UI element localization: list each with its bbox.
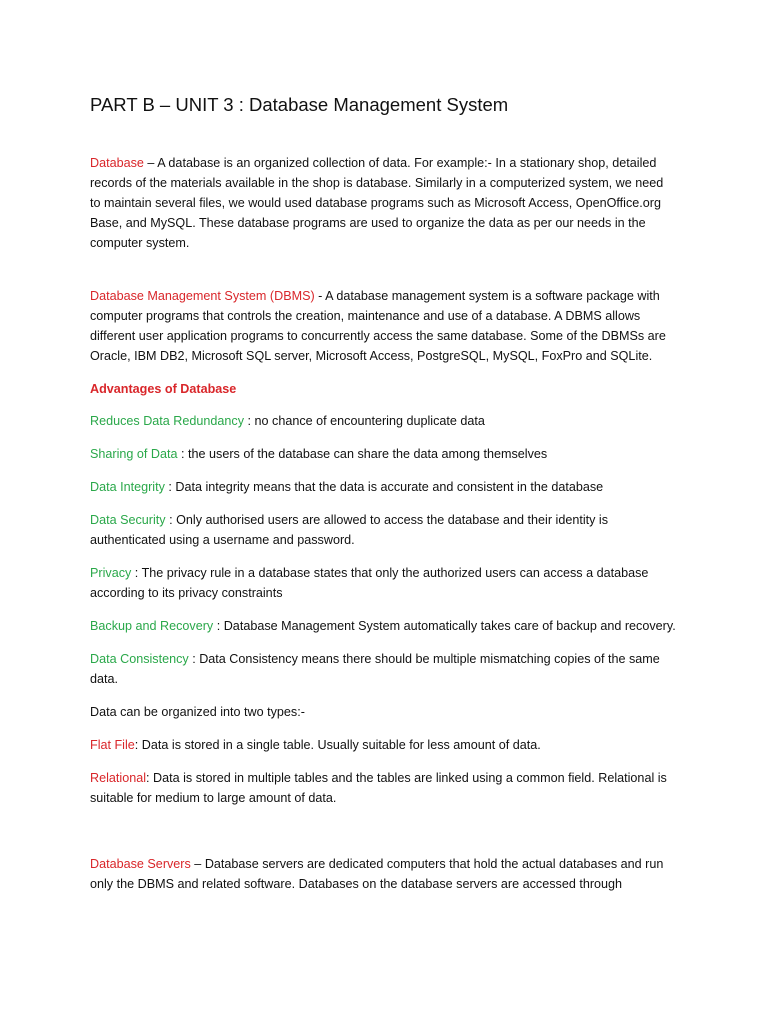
relational-paragraph — [90, 768, 690, 808]
servers-term: Database Servers — [90, 857, 191, 871]
advantage-text: : Data integrity means that the data is accurate and consistent in the database — [164, 480, 604, 494]
dbms-line: - A database management system is a software package with — [314, 289, 660, 303]
database-paragraph — [90, 153, 690, 253]
dbms-line: computer programs that controls the creation, maintenance and use of a database. A DBMS allows — [90, 309, 641, 323]
dbms-term: Database Management System (DBMS) — [90, 289, 315, 303]
advantage-text: : Database Management System automatically takes care of backup and recovery. — [213, 619, 676, 633]
servers-paragraph — [90, 854, 690, 894]
advantage-term: Data Security — [90, 513, 166, 527]
advantage-text: : the users of the database can share the data among themselves — [177, 447, 548, 461]
database-line: Base, and MySQL. These database programs are used to organize the data as per our needs in the — [90, 216, 646, 230]
database-line: to maintain several files, we would used database programs such as Microsoft Access, OpenOffice.org — [90, 196, 661, 210]
database-line: – A database is an organized collection of data. For example:- In a stationary shop, detailed — [143, 156, 657, 170]
advantage-text: according to its privacy constraints — [90, 586, 283, 600]
advantage-item — [90, 563, 690, 603]
advantage-text: : Only authorised users are allowed to access the database and their identity is — [165, 513, 609, 527]
advantage-term: Data Consistency — [90, 652, 189, 666]
advantage-term: Privacy — [90, 566, 132, 580]
relational-text: : Data is stored in multiple tables and the tables are linked using a common field. Relational is — [146, 771, 667, 785]
advantage-item — [90, 444, 690, 464]
servers-text: only the DBMS and related software. Databases on the database servers are accessed through — [90, 877, 623, 891]
relational-term: Relational — [90, 771, 147, 785]
advantage-item — [90, 510, 690, 550]
advantage-term: Backup and Recovery — [90, 619, 214, 633]
advantage-item — [90, 649, 690, 689]
database-line: records of the materials available in the shop is database. Similarly in a computerized system, we need — [90, 176, 664, 190]
flat-file-term: Flat File — [90, 738, 135, 752]
advantage-text: : The privacy rule in a database states that only the authorized users can access a database — [131, 566, 649, 580]
flat-file-paragraph — [90, 735, 690, 755]
servers-text: – Database servers are dedicated computers that hold the actual databases and run — [190, 857, 664, 871]
advantages-heading: Advantages of Database — [90, 382, 237, 396]
advantage-term: Data Integrity — [90, 480, 165, 494]
database-term: Database — [90, 156, 144, 170]
advantage-text: : Data Consistency means there should be multiple mismatching copies of the same — [188, 652, 660, 666]
types-intro: Data can be organized into two types:- — [90, 705, 305, 719]
dbms-line: different user application programs to concurrently access the same database. Some of the DBMSs are — [90, 329, 666, 343]
database-line: computer system. — [90, 236, 190, 250]
dbms-paragraph — [90, 286, 690, 366]
advantage-item — [90, 616, 690, 636]
dbms-line: Oracle, IBM DB2, Microsoft SQL server, Microsoft Access, PostgreSQL, MySQL, FoxPro and SQLite. — [90, 349, 653, 363]
advantage-text: data. — [90, 672, 119, 686]
relational-text: suitable for medium to large amount of data. — [90, 791, 337, 805]
advantage-term: Sharing of Data — [90, 447, 178, 461]
advantage-term: Reduces Data Redundancy — [90, 414, 245, 428]
advantage-text: authenticated using a username and password. — [90, 533, 355, 547]
advantage-item — [90, 411, 690, 431]
advantage-text: : no chance of encountering duplicate data — [244, 414, 485, 428]
page-title: PART B – UNIT 3 : Database Management System — [90, 94, 509, 115]
advantage-item — [90, 477, 690, 497]
flat-file-text: : Data is stored in a single table. Usually suitable for less amount of data. — [134, 738, 541, 752]
